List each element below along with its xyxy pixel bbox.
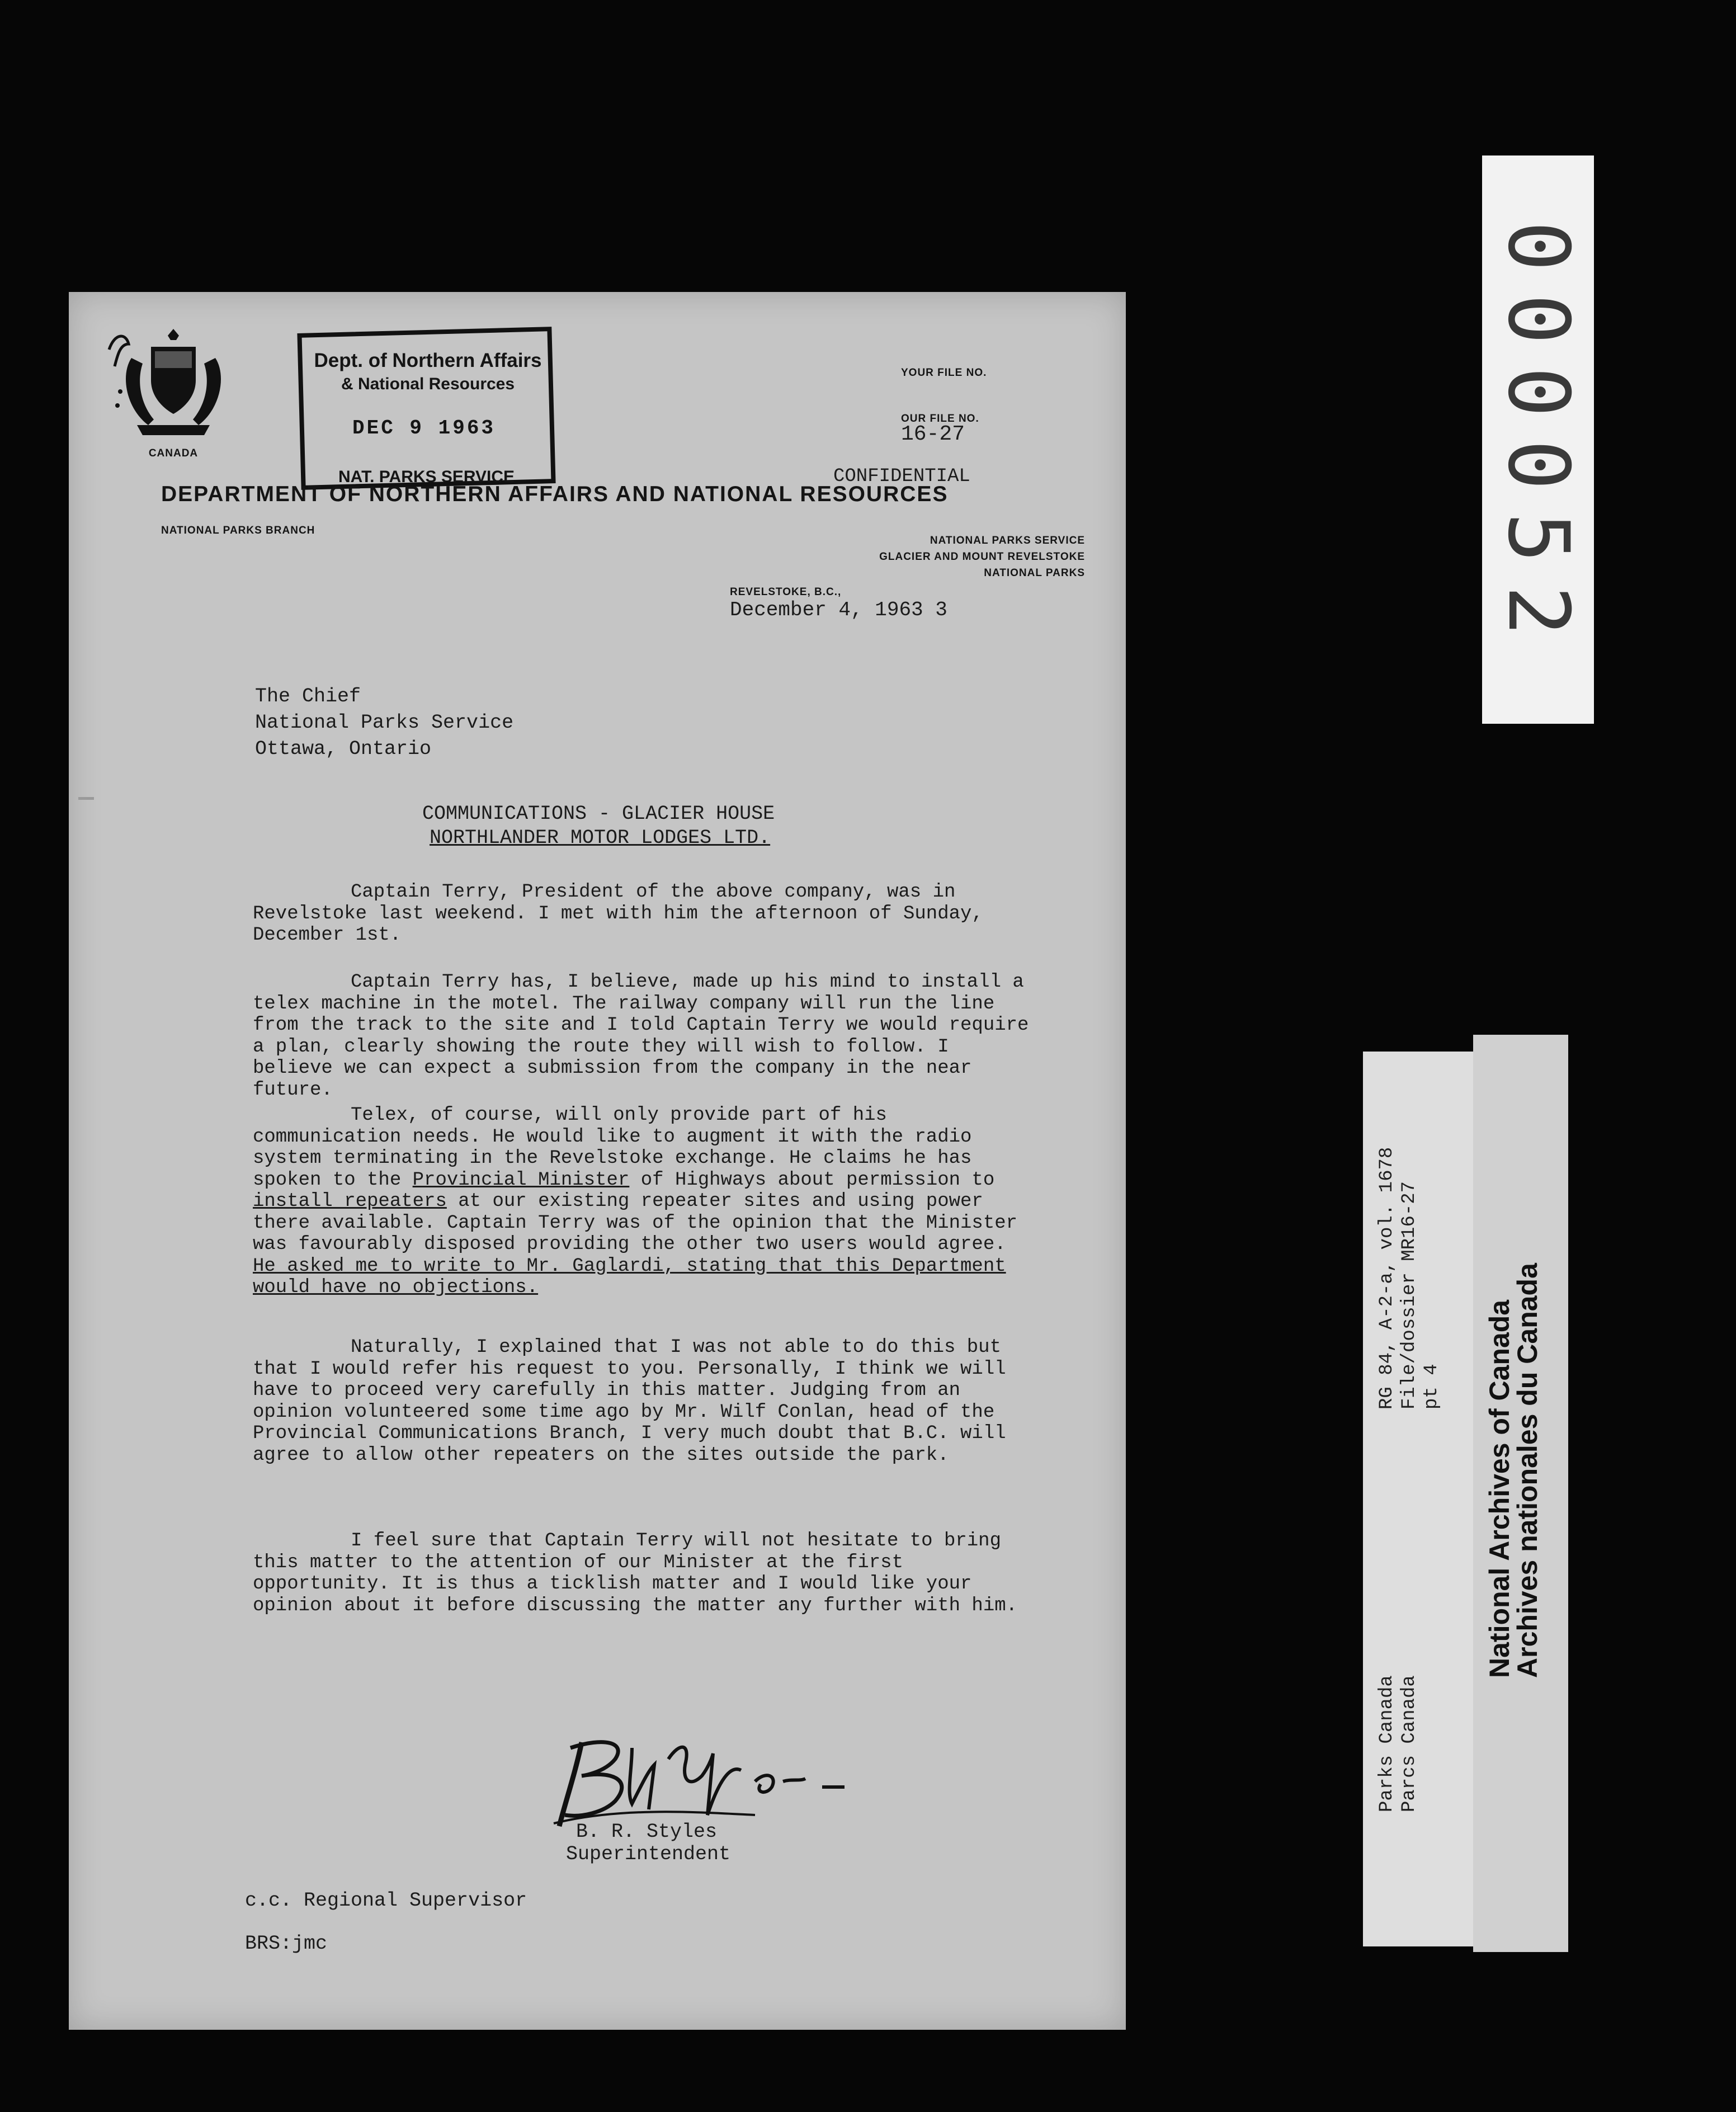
- city-label: REVELSTOKE, B.C.,: [730, 586, 842, 598]
- body-paragraph: Naturally, I explained that I was not able to do this but that I would refer his request to you. Personally, I think we will have to proceed very carefully in this matter. Judging from an opinion volunteered some time ago by Mr. Wilf Conlan, head of the Provincial Communications Branch, I very much doubt that B.C. will agree to allow other repeaters on the sites outside the park.: [253, 1337, 1006, 1466]
- department-title: DEPARTMENT OF NORTHERN AFFAIRS AND NATIONAL RESOURCES: [161, 482, 949, 506]
- stamp-department: Dept. of Northern Affairs: [314, 350, 542, 371]
- signatory-title: Superintendent: [566, 1843, 731, 1865]
- classification-label: CONFIDENTIAL: [833, 466, 970, 487]
- your-file-label: YOUR FILE NO.: [901, 367, 987, 379]
- paragraph-text: of Highways about permission to: [640, 1169, 995, 1191]
- stamp-date: DEC 9 1963: [352, 417, 496, 440]
- service-address: [872, 532, 1085, 581]
- branch-label: NATIONAL PARKS BRANCH: [161, 525, 315, 536]
- our-file-number: 16-27: [901, 422, 965, 446]
- subject-line: COMMUNICATIONS - GLACIER HOUSE: [422, 803, 775, 825]
- service-line: NATIONAL PARKS: [984, 567, 1085, 579]
- carbon-copy: c.c. Regional Supervisor: [245, 1889, 527, 1912]
- archive-institution: National Archives of Canada Archives nationales du Canada: [1484, 1263, 1543, 1678]
- country-label: CANADA: [148, 447, 199, 459]
- subject-company: NORTHLANDER MOTOR LODGES LTD.: [430, 827, 771, 849]
- archive-reference: RG 84, A-2-a, vol. 1678 File/dossier MR16-27 pt 4: [1376, 1147, 1442, 1409]
- body-paragraph: I feel sure that Captain Terry will not hesitate to bring this matter to the attention of our Minister at the first opportunity. It is thus a ticklish matter and I would like your opinion about it before discussing the matter any further with him.: [253, 1530, 1018, 1616]
- letter-date: December 4, 1963 3: [730, 598, 947, 621]
- service-line: NATIONAL PARKS SERVICE: [930, 535, 1085, 546]
- paragraph-text: at our existing repeater sites and using power there available. Captain Terry was of the opinion that the Minister was favourably disposed providing the other two users would agree.: [253, 1191, 1018, 1255]
- archive-source: Parks Canada Parcs Canada: [1376, 1675, 1420, 1812]
- stamp-resources: & National Resources: [341, 375, 515, 393]
- paragraph-text: Telex, of course, will only provide part of his communication needs. He would like to augment it with the radio system terminating in the Revelstoke exchange. He claims he has spoken to the: [253, 1105, 972, 1191]
- stamp-service: NAT. PARKS SERVICE: [338, 468, 515, 486]
- margin-mark: [78, 797, 94, 800]
- service-line: GLACIER AND MOUNT REVELSTOKE: [879, 551, 1085, 563]
- frame-number-text: 000052: [1489, 221, 1587, 658]
- body-paragraph: Captain Terry has, I believe, made up his mind to install a telex machine in the motel. The railway company will run the line from the track to the site and I told Captain Terry we would require a plan, clearly showing the route they will wish to follow. I believe we can expect a submission from the company in the near future.: [253, 972, 1029, 1101]
- recipient-address: The Chief National Parks Service Ottawa, Ontario: [255, 685, 514, 760]
- body-paragraph: [253, 1105, 1036, 1299]
- typist-initials: BRS:jmc: [245, 1932, 328, 1955]
- underlined-text: install repeaters: [253, 1191, 447, 1212]
- coat-of-arms-icon: [98, 324, 249, 442]
- underlined-text: He asked me to write to Mr. Gaglardi, stating that this Department would have no objections.: [253, 1255, 1006, 1298]
- signatory-name: B. R. Styles: [576, 1821, 718, 1843]
- body-paragraph: Captain Terry, President of the above company, was in Revelstoke last weekend. I met with him the afternoon of Sunday, December 1st.: [253, 881, 983, 946]
- our-file-label: OUR FILE NO.: [901, 413, 979, 425]
- underlined-text: Provincial Minister: [412, 1169, 630, 1191]
